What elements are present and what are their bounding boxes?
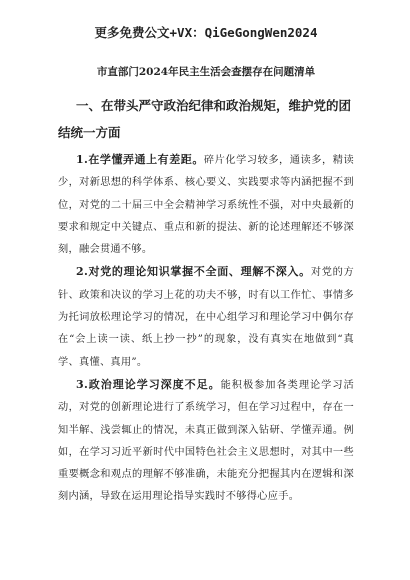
section-heading: 一、在带头严守政治纪律和政治规矩，维护党的团结统一方面 [58, 98, 352, 140]
document-title: 市直部门2024年民主生活会查摆存在问题清单 [96, 66, 316, 78]
paragraph-2-lead: 2.对党的理论知识掌握不全面、理解不深入。 [76, 265, 311, 279]
paragraph-3-lead: 3.政治理论学习深度不足。 [76, 377, 221, 391]
paragraph-1-lead: 1.在学懂弄通上有差距。 [76, 153, 204, 166]
paragraph-3 [58, 374, 354, 509]
paragraph-1-body: 碎片化学习较多，通读多，精读少，对新思想的科学体系、核心要义、实践要求等内涵把握不到位，对党的二十届三中全会精神学习系统性不强，对中央最新的要求和规定中关键点、重点和新的提法、新的论述理解还不够深刻，融会贯通不够。 [58, 155, 354, 256]
paragraph-3-body: 能积极参加各类理论学习活动，对党的创新理论进行了系统学习，但在学习过程中，存在一知半解、浅尝辄止的情况，未真正做到深入钻研、学懂弄通。例如，在学习习近平新时代中国特色社会主义思想时，对其中一些重要概念和观点的理解不够准确，未能充分把握其内在逻辑和深刻内涵，导致在运用理论指导实践时不够得心应手。 [58, 379, 354, 503]
paragraph-2-body: 对党的方针、政策和决议的学习上花的功夫不够，时有以工作忙、事情多为托词放松理论学习的情况，在中心组学习和理论学习中偶尔存在“会上读一读、纸上抄一抄”的现象，没有真实在地做到“真学、真懂、真用”。 [58, 267, 354, 368]
watermark-text: 更多免费公文+VX：QiGeGongWen2024 [94, 25, 318, 40]
paragraph-1 [58, 149, 354, 261]
paragraph-2 [58, 261, 354, 373]
